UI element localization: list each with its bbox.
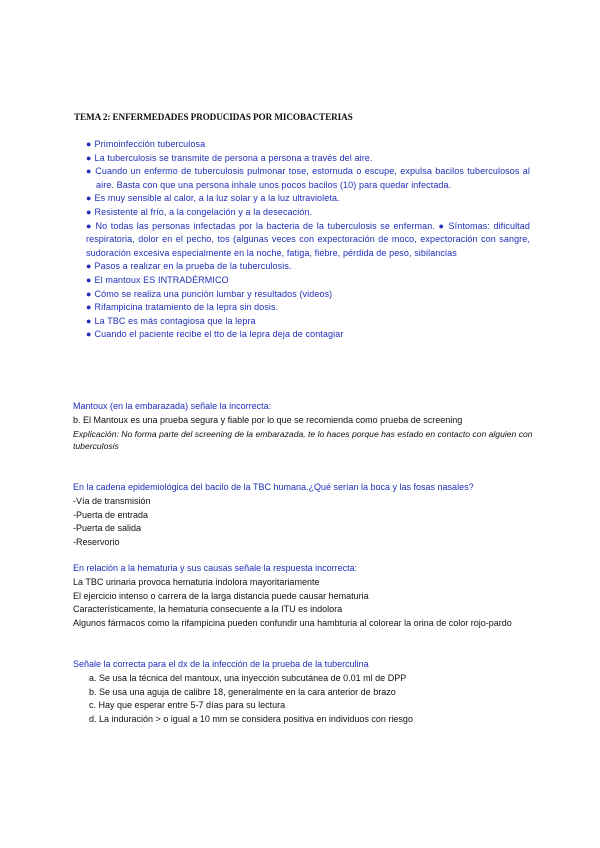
option-text: d. La induración > o igual a 10 mm se considera positiva en individuos con riesgo [89, 714, 413, 725]
option-text: a. Se usa la técnica del mantoux, una inyección subcutánea de 0.01 ml de DPP [89, 672, 407, 683]
option-text: El ejercicio intenso o carrera de la larga distancia puede causar hematuria [73, 590, 369, 601]
list-item: ● No todas las personas infectadas por la bacteria de la tuberculosis se enferman. ● Síntomas: dificultad respiratoria, dolor en el pecho, tos (algunas veces con expectoración de moco, expectoración con sangre, sudoración excesiva especialmente en la noche, fatiga, fiebre, pérdida de peso, sibilancias [86, 220, 530, 258]
option-text: c. Hay que esperar entre 5-7 días para su lectura [89, 700, 286, 711]
answer-text: b. El Mantoux es una prueba segura y fiable por lo que se recomienda como prueba de screening [73, 414, 463, 425]
option-text: b. Se usa una aguja de calibre 18, generalmente en la cara anterior de brazo [89, 686, 396, 697]
option-text: -Vía de transmisión [73, 495, 151, 506]
list-item: ● Es muy sensible al calor, a la luz solar y a la luz ultravioleta. [86, 193, 340, 204]
bullet-icon: ● [86, 329, 92, 340]
option-text: Algunos fármacos como la rifampicina pueden confundir una hambturia al colorear la orina de color rojo-pardo [73, 618, 512, 629]
bullet-list [86, 138, 530, 342]
bullet-icon: ● [86, 288, 92, 299]
question-heading: Mantoux (en la embarazada) señale la incorrecta: [73, 401, 272, 411]
list-item: ● Resistente al frío, a la congelación y a la desecación. [86, 206, 313, 217]
option-text: La TBC urinaria provoca hematuria indolora mayoritariamente [73, 576, 320, 587]
option-text: -Puerta de entrada [73, 509, 149, 520]
list-item: ● Cuando el paciente recibe el tto de la lepra deja de contagiar [86, 329, 344, 340]
bullet-icon: ● [86, 193, 92, 204]
list-item: ● Cuando un enfermo de tuberculosis pulmonar tose, estornuda o escupe, expulsa bacilos tuberculosos al aire. Basta con que una persona inhale unos pocos bacilos (10) para quedar infectada. [86, 166, 530, 190]
page-title: TEMA 2: ENFERMEDADES PRODUCIDAS POR MICOBACTERIAS [74, 112, 353, 122]
bullet-icon: ● [86, 166, 93, 177]
list-item: ● El mantoux ES INTRADÉRMICO [86, 274, 229, 285]
question-block-tuberculina [73, 658, 533, 727]
bullet-icon: ● [86, 206, 92, 217]
question-block-cadena [73, 481, 533, 550]
list-item: ● La tuberculosis se transmite de persona a persona a través del aire. [86, 152, 373, 163]
question-block-mantoux [73, 400, 533, 453]
bullet-icon: ● [86, 302, 92, 313]
question-heading: Señale la correcta para el dx de la infección de la prueba de la tuberculina [73, 659, 369, 669]
option-text: -Reservorio [73, 537, 120, 548]
list-item: ● Rifampicina tratamiento de la lepra sin dosis. [86, 302, 279, 313]
bullet-icon: ● [86, 274, 92, 285]
question-heading: En relación a la hematuria y sus causas señale la respuesta incorrecta: [73, 563, 358, 573]
list-item: ● Primoinfección tuberculosa [86, 139, 206, 149]
list-item: ● Cómo se realiza una punción lumbar y resultados (videos) [86, 288, 333, 299]
explanation-text: Explicación: No forma parte del screening de la embarazada, te lo haces porque has estado en contacto con alguien con tuberculosis [73, 428, 533, 452]
option-text: Característicamente, la hematuria consecuente a la ITU es indolora [73, 604, 343, 615]
list-item: ● La TBC es más contagiosa que la lepra [86, 315, 256, 326]
list-item: ● Pasos a realizar en la prueba de la tuberculosis. [86, 261, 292, 272]
option-text: -Puerta de salida [73, 523, 142, 534]
bullet-icon: ● [86, 315, 92, 326]
bullet-icon: ● [86, 139, 92, 149]
bullet-icon: ● [86, 152, 92, 163]
bullet-icon: ● [86, 261, 92, 272]
bullet-icon: ● [86, 220, 93, 231]
question-block-hematuria [73, 562, 533, 631]
question-heading: En la cadena epidemiológica del bacilo de la TBC humana.¿Qué serían la boca y las fosas nasales? [73, 482, 474, 492]
